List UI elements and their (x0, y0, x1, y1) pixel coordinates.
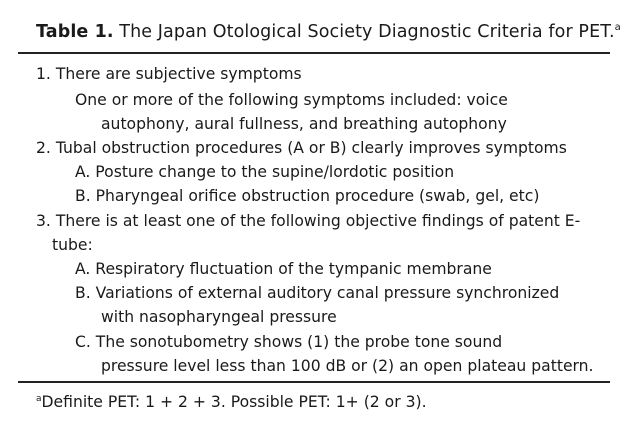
footnote-marker: a (36, 393, 42, 404)
bottom-rule (18, 381, 610, 383)
criterion-3-option-c-line-2: pressure level less than 100 dB or (2) an open plateau pattern. (101, 357, 594, 375)
top-rule (18, 52, 610, 54)
footnote-text: Definite PET: 1 + 2 + 3. Possible PET: 1+ (2 or 3). (41, 393, 427, 411)
criterion-3-option-c-line-1: C. The sonotubometry shows (1) the probe tone sound (75, 333, 503, 351)
criterion-3-option-a: A. Respiratory fluctuation of the tympanic membrane (75, 260, 492, 278)
table-footnote (36, 393, 427, 411)
table-label: Table 1. (36, 22, 114, 42)
title-footnote-marker: a (614, 22, 621, 34)
criterion-2: 2. Tubal obstruction procedures (A or B) clearly improves symptoms (36, 139, 567, 157)
table-caption (36, 22, 621, 42)
criterion-1-detail-line-1: One or more of the following symptoms included: voice (75, 91, 508, 109)
criterion-1: 1. There are subjective symptoms (36, 65, 302, 83)
criterion-3-option-b-line-1: B. Variations of external auditory canal pressure synchronized (75, 284, 560, 302)
table-title: The Japan Otological Society Diagnostic Criteria for PET. (119, 22, 615, 42)
criterion-2-option-b: B. Pharyngeal orifice obstruction procedure (swab, gel, etc) (75, 187, 540, 205)
criterion-3-option-b-line-2: with nasopharyngeal pressure (101, 308, 337, 326)
criterion-1-detail-line-2: autophony, aural fullness, and breathing autophony (101, 115, 507, 133)
criterion-2-option-a: A. Posture change to the supine/lordotic position (75, 163, 455, 181)
criterion-3-line-2: tube: (52, 236, 93, 254)
criterion-3-line-1: 3. There is at least one of the following objective findings of patent E- (36, 212, 581, 230)
